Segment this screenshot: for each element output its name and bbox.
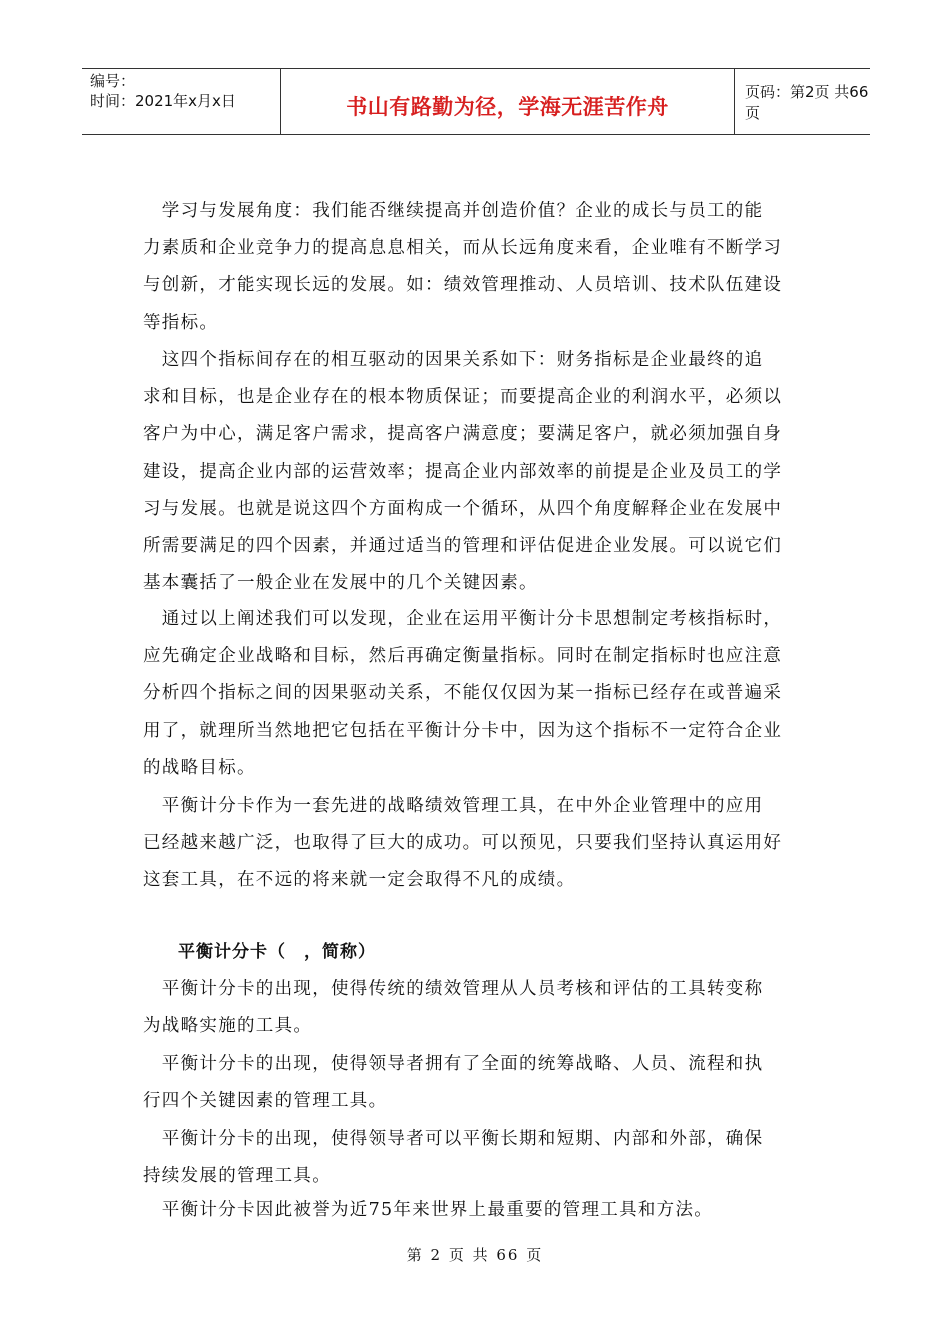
text-line: 应先确定企业战略和目标，然后再确定衡量指标。同时在制定指标时也应注意 (143, 646, 783, 667)
text-line: 通过以上阐述我们可以发现，企业在运用平衡计分卡思想制定考核指标时， (143, 609, 783, 629)
paragraph-bsc-effect-1 (143, 971, 806, 1045)
page-footer: 第 2 页 共 66 页 (406, 1246, 544, 1264)
text-line: 等指标。 (143, 312, 219, 333)
text-line: 平衡计分卡的出现，使得传统的绩效管理从人员考核和评估的工具转变称 (143, 979, 764, 999)
text-line: 用了，就理所当然地把它包括在平衡计分卡中，因为这个指标不一定符合企业 (143, 720, 783, 741)
page-header (82, 68, 870, 135)
paragraph-bsc-reputation (143, 1192, 806, 1229)
text-line: 这套工具，在不远的将来就一定会取得不凡的成绩。 (143, 870, 576, 891)
header-motto: 书山有路勤为径，学海无涯苦作舟 (346, 94, 669, 119)
section-heading: 平衡计分卡（ ，简称） (178, 942, 376, 962)
text-line: 基本囊括了一般企业在发展中的几个关键因素。 (143, 573, 538, 594)
text-line: 力素质和企业竞争力的提高息息相关，而从长远角度来看，企业唯有不断学习 (143, 238, 783, 259)
text-line: 已经越来越广泛，也取得了巨大的成功。可以预见，只要我们坚持认真运用好 (143, 833, 783, 854)
paragraph-causal-relationship (143, 342, 806, 602)
document-number-label: 编号： (90, 72, 136, 90)
text-line: 求和目标，也是企业存在的根本物质保证；而要提高企业的利润水平，必须以 (143, 387, 783, 408)
text-line: 与创新，才能实现长远的发展。如：绩效管理推动、人员培训、技术队伍建设 (143, 275, 783, 296)
header-motto-cell (281, 69, 735, 134)
paragraph-bsc-effect-3 (143, 1121, 806, 1195)
text-line: 持续发展的管理工具。 (143, 1166, 331, 1187)
header-page-info: 页码：第2页 共66页 (745, 82, 869, 122)
text-line: 的战略目标。 (143, 757, 256, 778)
text-line: 客户为中心，满足客户需求，提高客户满意度；要满足客户，就必须加强自身 (143, 424, 783, 445)
text-line: 建设，提高企业内部的运营效率；提高企业内部效率的前提是企业及员工的学 (143, 461, 783, 482)
text-line: 学习与发展角度：我们能否继续提高并创造价值？企业的成长与员工的能 (143, 201, 764, 221)
text-line: 平衡计分卡作为一套先进的战略绩效管理工具，在中外企业管理中的应用 (143, 796, 764, 816)
text-line: 平衡计分卡的出现，使得领导者拥有了全面的统筹战略、人员、流程和执 (143, 1054, 764, 1074)
paragraph-conclusion (143, 788, 806, 900)
header-page-cell (735, 69, 870, 134)
text-line: 所需要满足的四个因素，并通过适当的管理和评估促进企业发展。可以说它们 (143, 535, 783, 556)
text-line: 这四个指标间存在的相互驱动的因果关系如下：财务指标是企业最终的追 (143, 350, 764, 370)
text-line: 为战略实施的工具。 (143, 1016, 313, 1037)
text-line: 平衡计分卡的出现，使得领导者可以平衡长期和短期、内部和外部，确保 (143, 1129, 764, 1149)
paragraph-strategy-first (143, 601, 806, 787)
text-line: 分析四个指标之间的因果驱动关系，不能仅仅因为某一指标已经存在或普遍采 (143, 683, 783, 704)
text-line: 习与发展。也就是说这四个方面构成一个循环，从四个角度解释企业在发展中 (143, 498, 783, 519)
header-meta-cell (82, 69, 281, 134)
text-line: 平衡计分卡因此被誉为近75年来世界上最重要的管理工具和方法。 (143, 1200, 714, 1220)
document-date-label: 时间：2021年x月x日 (90, 92, 236, 110)
paragraph-bsc-effect-2 (143, 1046, 806, 1120)
paragraph-learning-growth (143, 193, 806, 342)
text-line: 行四个关键因素的管理工具。 (143, 1091, 388, 1112)
